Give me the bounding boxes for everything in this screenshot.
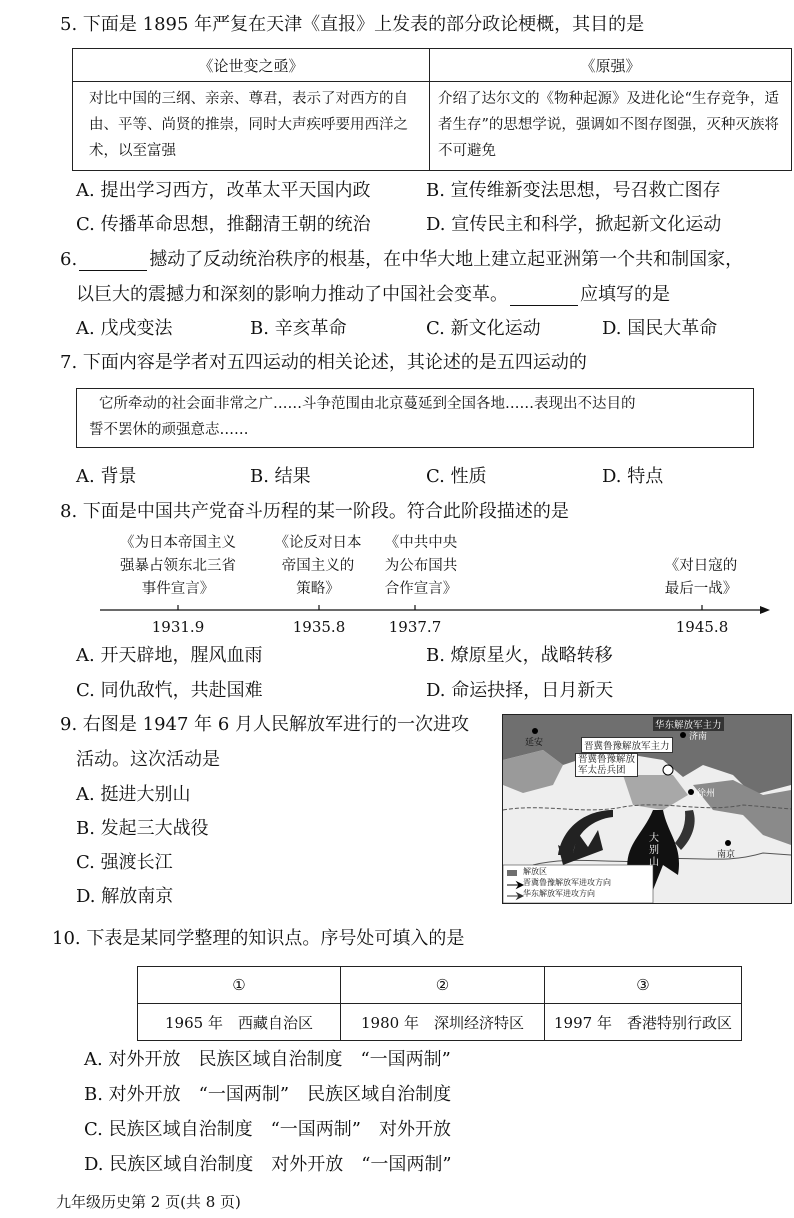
huadong-advance-arrow (675, 810, 695, 850)
q6-line1 (60, 249, 743, 271)
q9-option-d[interactable]: D. 解放南京 (76, 886, 174, 907)
q10-cell-3: 1997 年 香港特别行政区 (545, 1004, 742, 1041)
q5-option-d[interactable]: D. 宣传民主和科学，掀起新文化运动 (426, 214, 722, 235)
q7-quote-box (76, 388, 754, 448)
q7-option-d[interactable]: D. 特点 (602, 466, 664, 487)
q10-header-1: ① (138, 967, 341, 1004)
page-footer: 九年级历史第 2 页(共 8 页) (56, 1193, 241, 1211)
symbol-target (663, 765, 673, 775)
timeline-date-1937: 1937.7 (388, 618, 442, 636)
q8-option-b[interactable]: B. 燎原星火，战略转移 (426, 645, 613, 666)
timeline-label-1931: 《为日本帝国主义 强暴占领东北三省 事件宣言》 (120, 535, 236, 597)
map-label-jjly-taiyue: 晋冀鲁豫解放 军太岳兵团 (575, 753, 638, 777)
q10-cell-2: 1980 年 深圳经济特区 (341, 1004, 545, 1041)
q6-line2-text: 以巨大的震撼力和深刻的影响力推动了中国社会变革。 (76, 284, 508, 305)
q5-cell-2: 介绍了达尔文的《物种起源》及进化论“生存竞争，适者生存”的思想学说，强调如不图存图强，灭种灭族将不可避免 (430, 82, 792, 171)
q10-option-b[interactable]: B. 对外开放 “一国两制” 民族区域自治制度 (84, 1084, 452, 1105)
q8-option-a[interactable]: A. 开天辟地，腥风血雨 (76, 645, 263, 666)
q9-option-a[interactable]: A. 挺进大别山 (76, 784, 191, 805)
q6-line2-suffix: 应填写的是 (580, 284, 670, 305)
q10-option-c[interactable]: C. 民族区域自治制度 “一国两制” 对外开放 (84, 1119, 451, 1140)
q9-option-c[interactable]: C. 强渡长江 (76, 852, 173, 873)
q9-map (502, 714, 792, 904)
legend-jjly: 晋冀鲁豫解放军进攻方向 (523, 878, 611, 887)
legend-huadong: 华东解放军进攻方向 (523, 889, 595, 898)
map-label-huadong: 华东解放军主力 (653, 717, 724, 731)
timeline-label-1935: 《论反对日本 帝国主义的 策略》 (274, 535, 362, 597)
timeline-axis (98, 604, 778, 616)
q5-header-1: 《论世变之亟》 (73, 49, 430, 82)
q7-option-a[interactable]: A. 背景 (76, 466, 137, 487)
q7-option-c[interactable]: C. 性质 (426, 466, 487, 487)
q8-option-c[interactable]: C. 同仇敌忾，共赴国难 (76, 680, 263, 701)
q7-option-b[interactable]: B. 结果 (250, 466, 311, 487)
timeline-label-1937: 《中共中央 为公布国共 合作宣言》 (384, 535, 458, 597)
q6-option-a[interactable]: A. 戊戌变法 (76, 318, 173, 339)
q5-header-2: 《原强》 (430, 49, 792, 82)
q6-option-c[interactable]: C. 新文化运动 (426, 318, 541, 339)
q10-header-2: ② (341, 967, 545, 1004)
q7-quote-line2: 誓不罢休的顽强意志…… (89, 422, 249, 438)
timeline-date-1935: 1935.8 (292, 618, 346, 636)
q7-stem: 7. 下面内容是学者对五四运动的相关论述，其论述的是五四运动的 (60, 352, 587, 373)
q8-timeline (98, 532, 778, 637)
timeline-date-1931: 1931.9 (151, 618, 205, 636)
q6-option-d[interactable]: D. 国民大革命 (602, 318, 718, 339)
q5-table (72, 48, 792, 171)
q10-header-3: ③ (545, 967, 742, 1004)
q5-stem: 5. 下面是 1895 年严复在天津《直报》上发表的部分政论梗概，其目的是 (60, 14, 645, 35)
map-legend-text (523, 866, 611, 899)
city-xuzhou (688, 789, 694, 795)
q6-blank-1 (79, 252, 147, 271)
q6-number: 6. (60, 249, 78, 270)
q10-option-a[interactable]: A. 对外开放 民族区域自治制度 “一国两制” (84, 1049, 451, 1070)
q5-option-c[interactable]: C. 传播革命思想，推翻清王朝的统治 (76, 214, 371, 235)
timeline-date-1945: 1945.8 (675, 618, 729, 636)
q10-table (137, 966, 742, 1041)
q10-option-d[interactable]: D. 民族区域自治制度 对外开放 “一国两制” (84, 1154, 452, 1175)
q5-cell-1: 对比中国的三纲、亲亲、尊君，表示了对西方的自由、平等、尚贤的推崇，同时大声疾呼要用西洋之术，以至富强 (73, 82, 430, 171)
q6-blank-2 (510, 287, 578, 306)
q6-option-b[interactable]: B. 辛亥革命 (250, 318, 347, 339)
map-label-nanjing: 南京 (717, 850, 736, 860)
q6-line1-text: 撼动了反动统治秩序的根基，在中华大地上建立起亚洲第一个共和制国家， (149, 249, 744, 270)
q5-option-a[interactable]: A. 提出学习西方，改革太平天国内政 (76, 180, 371, 201)
map-label-dabieshan: 大 别 山 (649, 833, 659, 868)
map-label-jjly-main: 晋冀鲁豫解放军主力 (581, 737, 673, 753)
q9-option-b[interactable]: B. 发起三大战役 (76, 818, 209, 839)
q10-cell-1: 1965 年 西藏自治区 (138, 1004, 341, 1041)
q6-line2 (76, 284, 670, 306)
q9-stem-line1: 9. 右图是 1947 年 6 月人民解放军进行的一次进攻 (60, 714, 470, 735)
map-label-yanan: 延安 (525, 738, 544, 748)
q8-stem: 8. 下面是中国共产党奋斗历程的某一阶段。符合此阶段描述的是 (60, 501, 569, 522)
city-nanjing (725, 840, 731, 846)
q5-option-b[interactable]: B. 宣传维新变法思想，号召救亡图存 (426, 180, 721, 201)
q9-stem-line2: 活动。这次活动是 (76, 749, 220, 770)
q10-stem: 10. 下表是某同学整理的知识点。序号处可填入的是 (52, 928, 465, 949)
map-label-jinan: 济南 (689, 732, 708, 742)
timeline-label-1945: 《对日寇的 最后一战》 (664, 558, 738, 597)
city-yanan (532, 728, 538, 734)
map-label-xuzhou: 徐州 (697, 789, 716, 799)
city-jinan (680, 732, 686, 738)
q7-quote-line1: 它所牵动的社会面非常之广……斗争范围由北京蔓延到全国各地……表现出不达目的 (99, 396, 636, 412)
legend-liberated: 解放区 (523, 867, 547, 876)
q8-option-d[interactable]: D. 命运抉择，日月新天 (426, 680, 614, 701)
